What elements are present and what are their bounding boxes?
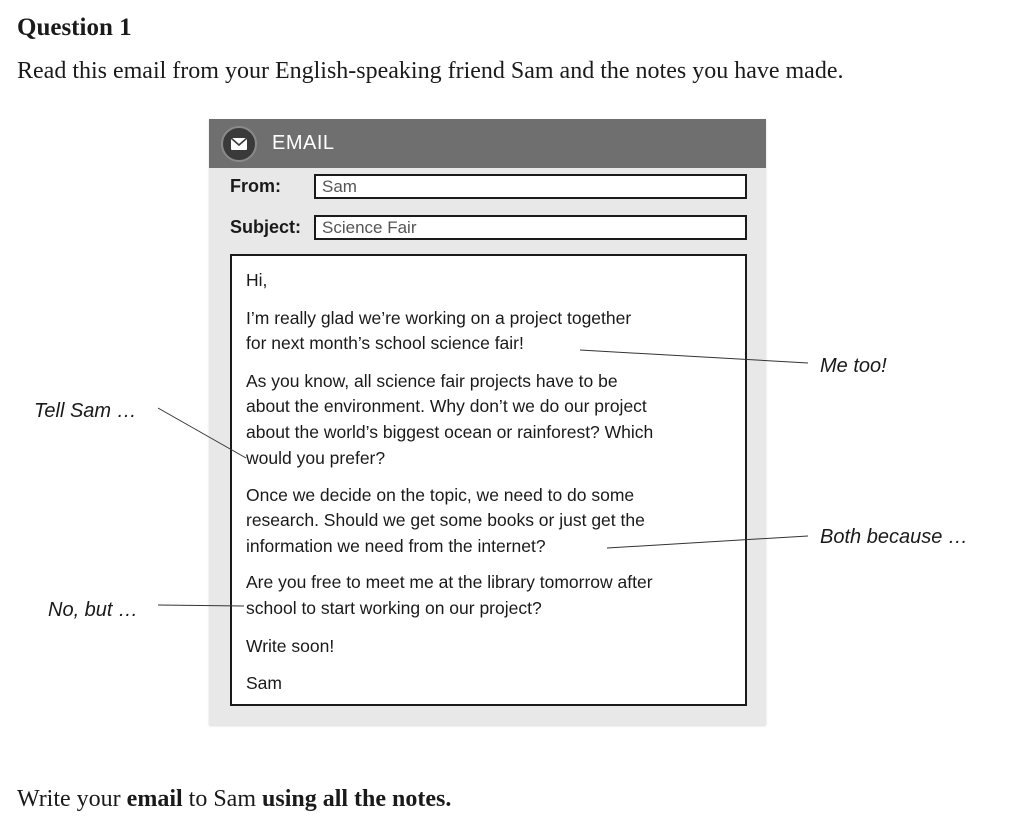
email-para3-line1: Once we decide on the topic, we need to do some: [246, 485, 635, 505]
email-para1-line2: for next month’s school science fair!: [246, 333, 524, 353]
note-both-because: Both because …: [820, 526, 968, 548]
email-signature: Sam: [246, 673, 282, 693]
subject-label: Subject:: [230, 217, 302, 237]
instruction-part-4: using all the notes.: [262, 786, 452, 812]
instruction-part-2: email: [126, 786, 183, 812]
leader-tell-sam: [158, 408, 246, 458]
subject-field[interactable]: Science Fair: [314, 215, 747, 240]
email-para3-line3: information we need from the internet?: [246, 536, 546, 556]
leader-no-but: [158, 605, 244, 606]
instruction-part-3: to Sam: [182, 786, 262, 812]
email-para4-line1: Are you free to meet me at the library tomorrow after: [246, 572, 653, 592]
email-para2-line1: As you know, all science fair projects have to be: [246, 371, 618, 391]
email-para4-line2: school to start working on our project?: [246, 598, 542, 618]
leader-both-because: [607, 536, 808, 548]
question-heading: Question 1: [17, 14, 132, 41]
email-para2-line2: about the environment. Why don’t we do our project: [246, 396, 647, 416]
from-label: From:: [230, 176, 281, 196]
email-para3-line2: research. Should we get some books or just get the: [246, 510, 645, 530]
question-intro: Read this email from your English-speaking friend Sam and the notes you have made.: [17, 58, 844, 84]
note-me-too: Me too!: [820, 355, 887, 377]
leader-me-too: [580, 350, 808, 363]
instruction-part-1: Write your: [17, 786, 127, 812]
email-signoff: Write soon!: [246, 636, 335, 656]
email-para1-line1: I’m really glad we’re working on a project together: [246, 308, 632, 328]
email-header-title: EMAIL: [272, 132, 335, 154]
email-para2-line4: would you prefer?: [246, 448, 386, 468]
question-instruction: [17, 786, 451, 813]
email-greeting: Hi,: [246, 270, 268, 290]
note-no-but: No, but …: [48, 599, 139, 621]
email-para2-line3: about the world’s biggest ocean or rainforest? Which: [246, 422, 654, 442]
note-tell-sam: Tell Sam …: [34, 400, 137, 422]
from-field[interactable]: Sam: [314, 174, 747, 199]
